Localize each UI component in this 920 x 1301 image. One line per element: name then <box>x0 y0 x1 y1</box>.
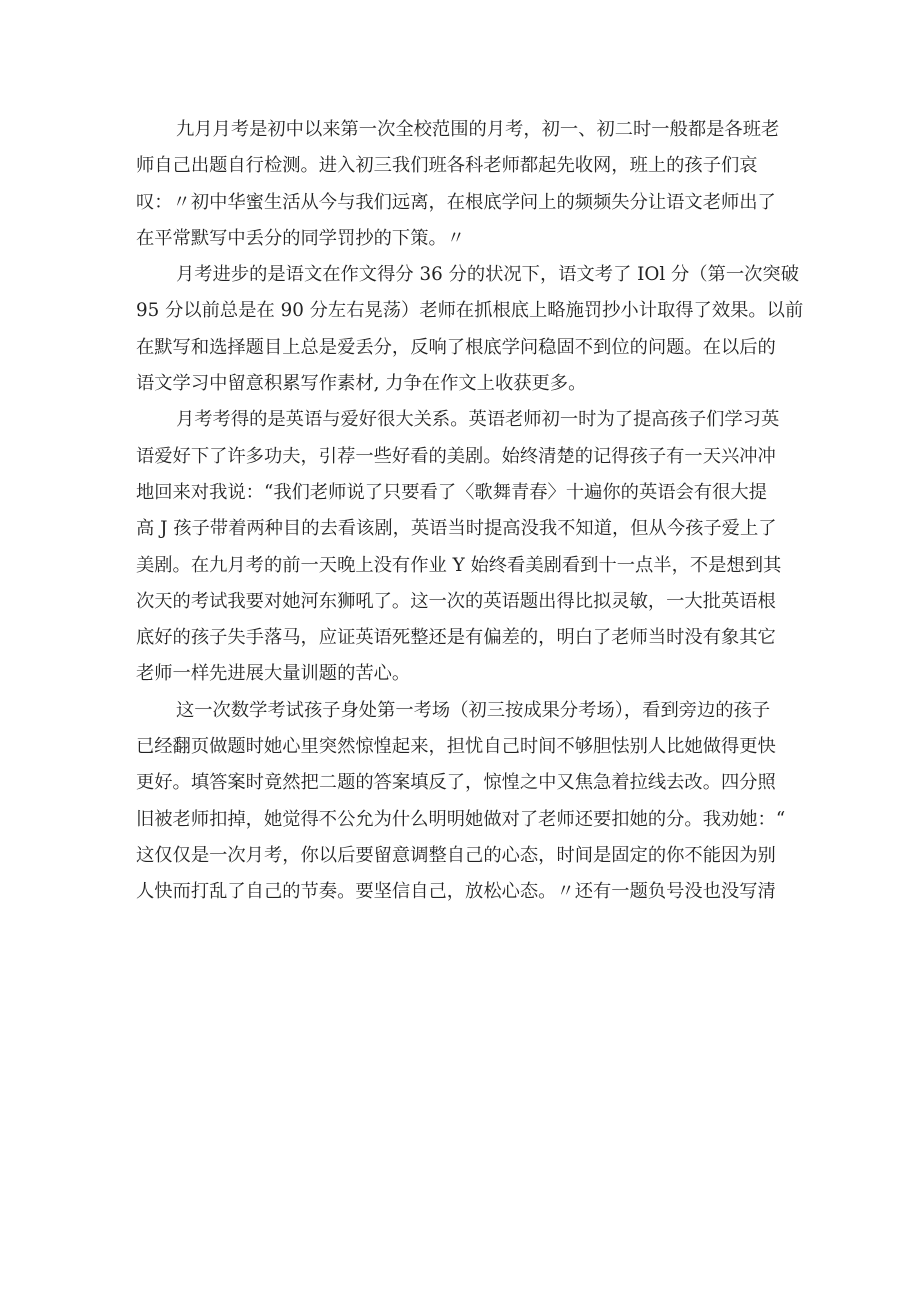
paragraph-2 <box>136 257 804 402</box>
paragraph-line: 九月月考是初中以来第一次全校范围的月考，初一、初二时一般都是各班老 <box>176 119 780 140</box>
paragraph-line: 已经翻页做题时她心里突然惊惶起来，担忧自己时间不够胆怯别人比她做得更快 <box>136 736 776 758</box>
paragraph-line: 在默写和选择题目上总是爱丢分，反响了根底学问稳固不到位的问题。在以后的 <box>136 336 776 358</box>
paragraph-1 <box>136 112 796 257</box>
paragraph-line: 语文学习中留意积累写作素材, 力争在作文上收获更多。 <box>136 373 587 395</box>
document-body <box>136 112 804 911</box>
paragraph-line: 人快而打乱了自己的节奏。要坚信自己，放松心态。〃还有一题负号没也没写清 <box>136 881 776 903</box>
paragraph-line: 美剧。在九月考的前一天晚上没有作业 Y 始终看美剧看到十一点半，不是想到其 <box>136 554 782 576</box>
paragraph-line: 老师一样先进展大量训题的苦心。 <box>136 663 411 685</box>
paragraph-line: 叹：〃初中华蜜生活从今与我们远离，在根底学问上的频频失分让语文老师出了 <box>136 191 776 213</box>
paragraph-line: 底好的孩子失手落马，应证英语死整还是有偏差的，明白了老师当时没有象其它 <box>136 627 776 649</box>
paragraph-3 <box>136 402 796 692</box>
paragraph-line: 旧被老师扣掉，她觉得不公允为什么明明她做对了老师还要扣她的分。我劝她：“ <box>136 808 786 830</box>
paragraph-line: 这仅仅是一次月考，你以后要留意调整自己的心态，时间是固定的你不能因为别 <box>136 844 776 866</box>
paragraph-line: 次天的考试我要对她河东狮吼了。这一次的英语题出得比拟灵敏，一大批英语根 <box>136 590 776 612</box>
paragraph-line: 地回来对我说：“我们老师说了只要看了〈歌舞青春〉十遍你的英语会有很大提 <box>136 481 767 503</box>
paragraph-line: 师自己出题自行检测。进入初三我们班各科老师都起先收网，班上的孩子们哀 <box>136 155 758 177</box>
paragraph-line: 更好。填答案时竟然把二题的答案填反了，惊惶之中又焦急着拉线去改。四分照 <box>136 772 776 794</box>
paragraph-line: 在平常默写中丢分的同学罚抄的下策。〃 <box>136 227 466 249</box>
paragraph-line: 这一次数学考试孩子身处第一考场（初三按成果分考场），看到旁边的孩子 <box>176 699 771 721</box>
paragraph-line: 95 分以前总是在 90 分左右晃荡）老师在抓根底上略施罚抄小计取得了效果。以前 <box>136 300 804 322</box>
paragraph-line: 月考进步的是语文在作文得分 36 分的状况下，语文考了 IOl 分（第一次突破 <box>176 264 799 286</box>
paragraph-4 <box>136 693 796 911</box>
paragraph-line: 月考考得的是英语与爱好很大关系。英语老师初一时为了提高孩子们学习英 <box>176 409 780 431</box>
paragraph-line: 语爱好下了许多功夫，引荐一些好看的美剧。始终清楚的记得孩子有一天兴冲冲 <box>136 445 776 467</box>
paragraph-line: 高 J 孩子带着两种目的去看该剧，英语当时提高没我不知道，但从今孩子爱上了 <box>136 518 777 540</box>
